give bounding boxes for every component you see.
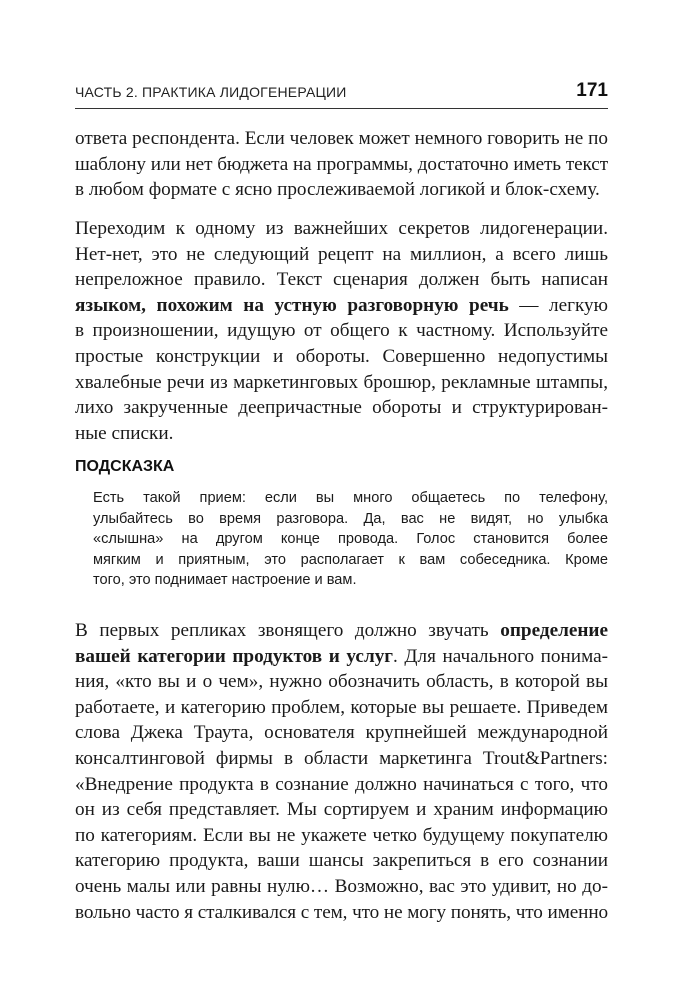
paragraph-1 [75,126,608,203]
text-line: хвалебные речи из маркетинговых брошюр, рекламные штампы, [75,371,608,393]
emphasis-spoken-language: языком, похожим на устную разговорную речь [75,294,509,316]
text-line: Нет-нет, это не следующий рецепт на миллион, а всего лишь [75,243,608,265]
text-line [75,618,608,644]
text-line: слова Джека Траута, основателя крупнейшей международной [75,722,608,744]
tip-line: того, это поднимает настроение и вам. [93,572,357,588]
section-title: ЧАСТЬ 2. ПРАКТИКА ЛИДОГЕНЕРАЦИИ [75,84,347,100]
text-fragment: — легкую [508,294,608,316]
text-fragment: . Для начального понима- [393,645,608,667]
text-line: по категориям. Если вы не укажете четко будущему покупателю [75,824,608,846]
text-line: консалтинговой фирмы в области маркетинга Trout&Partners: [75,747,608,769]
text-line: ния, «кто вы и о чем», нужно обозначить область, в которой вы [75,671,608,693]
text-line: очень малы или равны нулю… Возможно, вас это удивит, но до- [75,875,608,897]
text-line: ные списки. [75,422,174,444]
paragraph-2 [75,216,608,446]
text-line: в любом формате с ясно прослеживаемой логикой и блок-схему. [75,179,600,201]
paragraph-3 [75,618,608,925]
running-header [75,78,608,109]
text-line: он из себя представляет. Мы сортируем и храним информацию [75,799,608,821]
text-line [75,644,608,670]
text-line: вольно часто я сталкивался с тем, что не могу понять, что именно [75,901,608,923]
text-line: непреложное правило. Текст сценария должен быть написан [75,269,608,291]
text-line [75,293,608,319]
text-fragment: В первых репликах звонящего должно звучать [75,620,501,641]
tip-line: мягким и приятным, это располагает к вам собеседника. Кроме [93,551,608,568]
tip-line: Есть такой прием: если вы много общаетесь по телефону, [93,490,608,506]
tip-heading: ПОДСКАЗКА [75,458,175,475]
emphasis-category-definition-cont: вашей категории продуктов и услуг [75,645,394,667]
tip-line: «слышна» на другом конце провода. Голос становится более [93,531,608,547]
text-line: шаблону или нет бюджета на программы, достаточно иметь текст [75,153,608,175]
text-line: Переходим к одному из важнейших секретов лидогенерации. [75,218,608,239]
text-line: простые конструкции и обороты. Совершенно недопустимы [75,345,608,367]
text-line: работаете, и категорию проблем, которые вы решаете. Приведем [75,696,608,718]
text-line: лихо закрученные деепричастные обороты и структурирован- [75,397,608,419]
tip-line: улыбайтесь во время разговора. Да, вас не видят, но улыбка [93,510,608,527]
page-number: 171 [576,80,608,101]
text-line: «Внедрение продукта в сознание должно начинаться с того, что [75,773,608,795]
text-line: категорию продукта, ваши шансы закрепиться в его сознании [75,850,608,872]
text-line: ответа респондента. Если человек может немного говорить не по [75,128,608,149]
tip-body [93,488,608,591]
emphasis-category-definition: определение [500,620,608,641]
text-line: в произношении, идущую от общего к частному. Используйте [75,320,608,342]
